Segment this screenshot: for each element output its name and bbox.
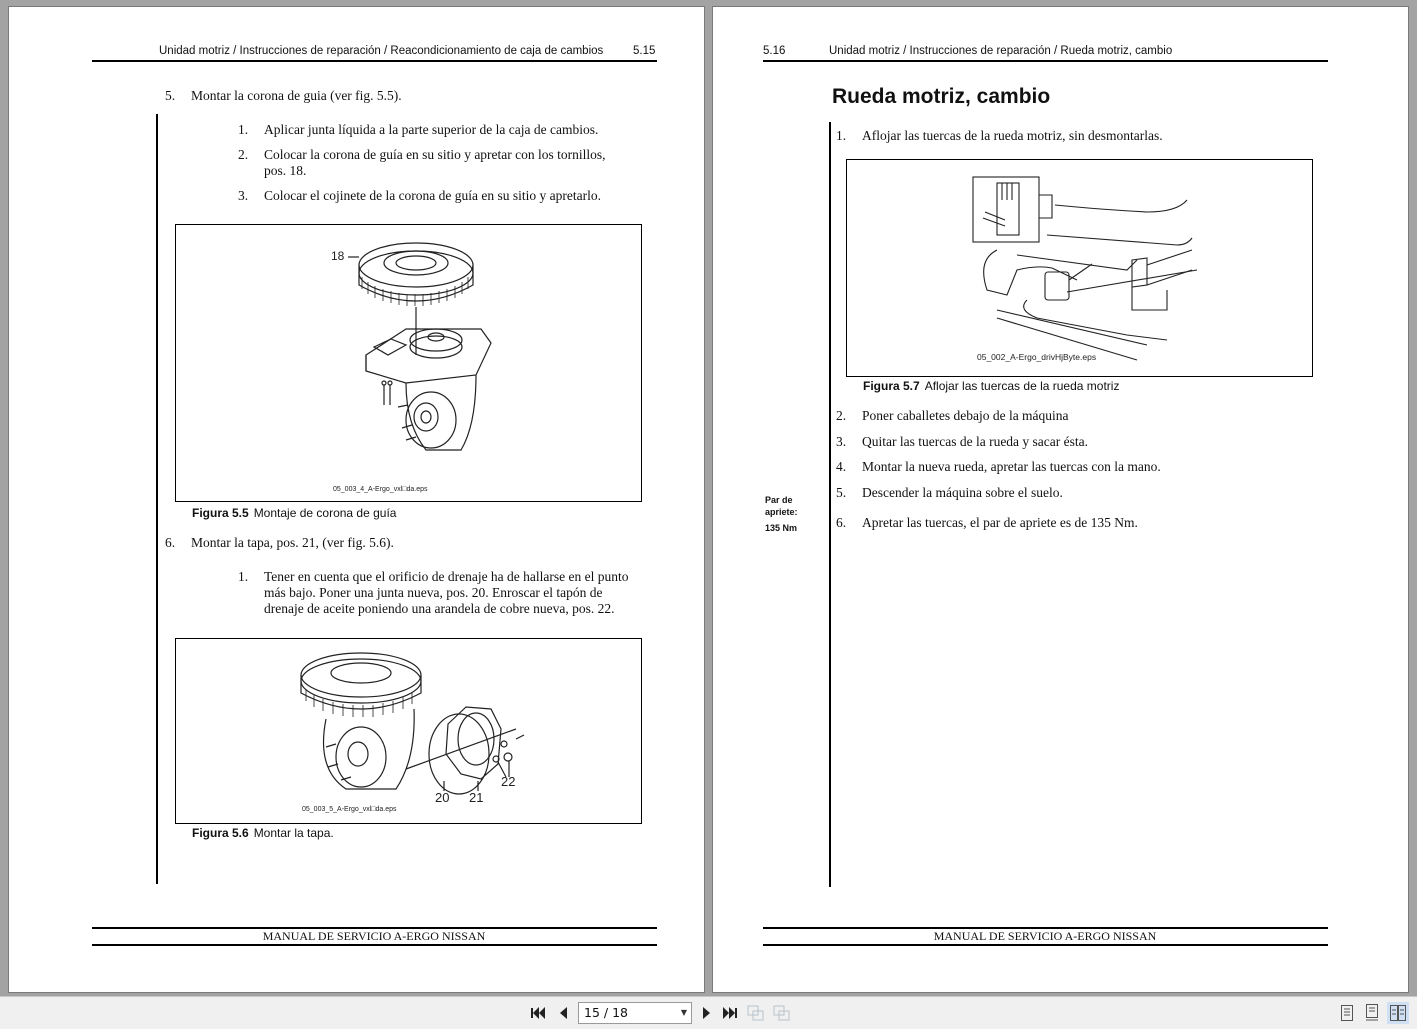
loosening-wheel-nuts-illustration (847, 160, 1312, 376)
previous-view-button[interactable] (747, 1004, 765, 1022)
callout-21: 21 (469, 790, 484, 805)
next-page-button[interactable] (697, 1004, 715, 1022)
gearbox-crown-illustration (176, 225, 641, 501)
last-page-icon (723, 1007, 737, 1019)
section-title: Rueda motriz, cambio (832, 85, 1051, 108)
single-page-view-button[interactable] (1336, 1002, 1358, 1024)
header-rule (92, 60, 657, 62)
next-view-icon (773, 1005, 791, 1021)
last-page-button[interactable] (721, 1004, 739, 1022)
header-breadcrumb: Unidad motriz / Instrucciones de reparación / Rueda motriz, cambio (829, 45, 1173, 57)
header-page-number: 5.16 (763, 45, 786, 57)
pdf-page-right: 5.16 Unidad motriz / Instrucciones de reparación / Rueda motriz, cambio Rueda motriz, cambio 1. Aflojar las tuercas de la rueda motriz, sin desmontarlas. 05_002_A-Ergo_drivHjByte.eps Figura 5.7 Aflojar las tuercas de la rueda motriz 2. Poner caballetes debajo de la máquina 3. Quitar las tuercas de la rueda y sacar ésta. 4. Montar la nueva rueda, apretar las tuercas con la mano. 5. Descender la máquina sobre el suelo. Par de apriete: 135 Nm 6. Apretar las tuercas, el par de apriete es de 135 Nm. MANUAL DE SERVICIO A-ERGO NISSAN (712, 6, 1409, 993)
figure-filename: 05_003_5_A-Ergo_vxl□da.eps (302, 806, 397, 813)
callout-20: 20 (435, 790, 450, 805)
footer-text: MANUAL DE SERVICIO A-ERGO NISSAN (933, 929, 1157, 943)
previous-page-button[interactable] (554, 1004, 572, 1022)
substep-2: 2. Colocar la corona de guía en su sitio y apretar con los tornillos, pos. 18. (238, 147, 606, 178)
figure-5-6 (175, 638, 642, 824)
continuous-page-icon (1366, 1004, 1378, 1022)
single-page-icon (1341, 1005, 1353, 1021)
two-page-icon (1390, 1005, 1406, 1021)
callout-22: 22 (501, 774, 516, 789)
prev-page-icon (559, 1007, 568, 1019)
next-page-icon (702, 1007, 711, 1019)
first-page-button[interactable] (529, 1004, 547, 1022)
figure-5-7-caption: Figura 5.7 Aflojar las tuercas de la rueda motriz (863, 379, 1120, 393)
continuous-view-button[interactable] (1361, 1002, 1383, 1024)
figure-5-5 (175, 224, 642, 502)
first-page-icon (531, 1007, 545, 1019)
figure-5-7 (846, 159, 1313, 377)
pdf-navigation-toolbar (0, 996, 1417, 1029)
pdf-page-left: Unidad motriz / Instrucciones de reparación / Reacondicionamiento de caja de cambios 5.15 5. Montar la corona de guia (ver fig. 5.5). 1. Aplicar junta líquida a la parte superior de la caja de cambios. 2. Colocar la corona de guía en su sitio y apretar con los tornillos, pos. 18. 3. Colocar el cojinete de la corona de guía en su sitio y apretarlo. 18 05_003_4_A-Ergo_vxl□da.eps Figura 5.5 Montaje de corona de guía 6. Montar la tapa, pos. 21, (ver fig. 5.6). 1. Tener en cuenta que el orificio de drenaje ha de hallarse en el punto más bajo. Poner una junta nueva, pos. 20. Enroscar el tapón de drenaje de aceite poniendo una arandela de cobre nueva, pos. 22. 20 21 22 05_003_5_A-Ergo_vxl□da.eps Figura 5.6 Montar la tapa. MANUAL DE SERVICIO A-ERGO NISSAN (8, 6, 705, 993)
figure-5-6-caption: Figura 5.6 Montar la tapa. (192, 826, 334, 840)
two-page-view-button[interactable] (1387, 1002, 1409, 1024)
next-view-button[interactable] (773, 1004, 791, 1022)
cover-assembly-illustration (176, 639, 641, 823)
callout-18: 18 (331, 249, 345, 263)
header-rule (763, 60, 1328, 62)
figure-5-5-caption: Figura 5.5 Montaje de corona de guía (192, 506, 397, 520)
chevron-down-icon: ▼ (680, 1008, 687, 1017)
page-number-select[interactable]: 15 / 18 ▼ (578, 1002, 692, 1024)
header-page-number: 5.15 (633, 45, 656, 57)
substep-6-1: 1. Tener en cuenta que el orificio de drenaje ha de hallarse en el punto más bajo. Poner una junta nueva, pos. 20. Enroscar el tapón de drenaje de aceite poniendo una arandela de cobre nueva, pos. 22. (238, 569, 629, 616)
figure-filename: 05_003_4_A-Ergo_vxl□da.eps (333, 486, 428, 493)
previous-view-icon (747, 1005, 765, 1021)
footer-text: MANUAL DE SERVICIO A-ERGO NISSAN (262, 929, 486, 943)
change-bar (156, 114, 158, 884)
figure-filename: 05_002_A-Ergo_drivHjByte.eps (977, 352, 1097, 362)
torque-side-note: Par de apriete: 135 Nm (765, 495, 798, 533)
footer-rule-bottom (92, 944, 657, 946)
footer-rule-bottom (763, 944, 1328, 946)
header-breadcrumb: Unidad motriz / Instrucciones de reparación / Reacondicionamiento de caja de cambios (159, 45, 604, 57)
change-bar (829, 122, 831, 887)
